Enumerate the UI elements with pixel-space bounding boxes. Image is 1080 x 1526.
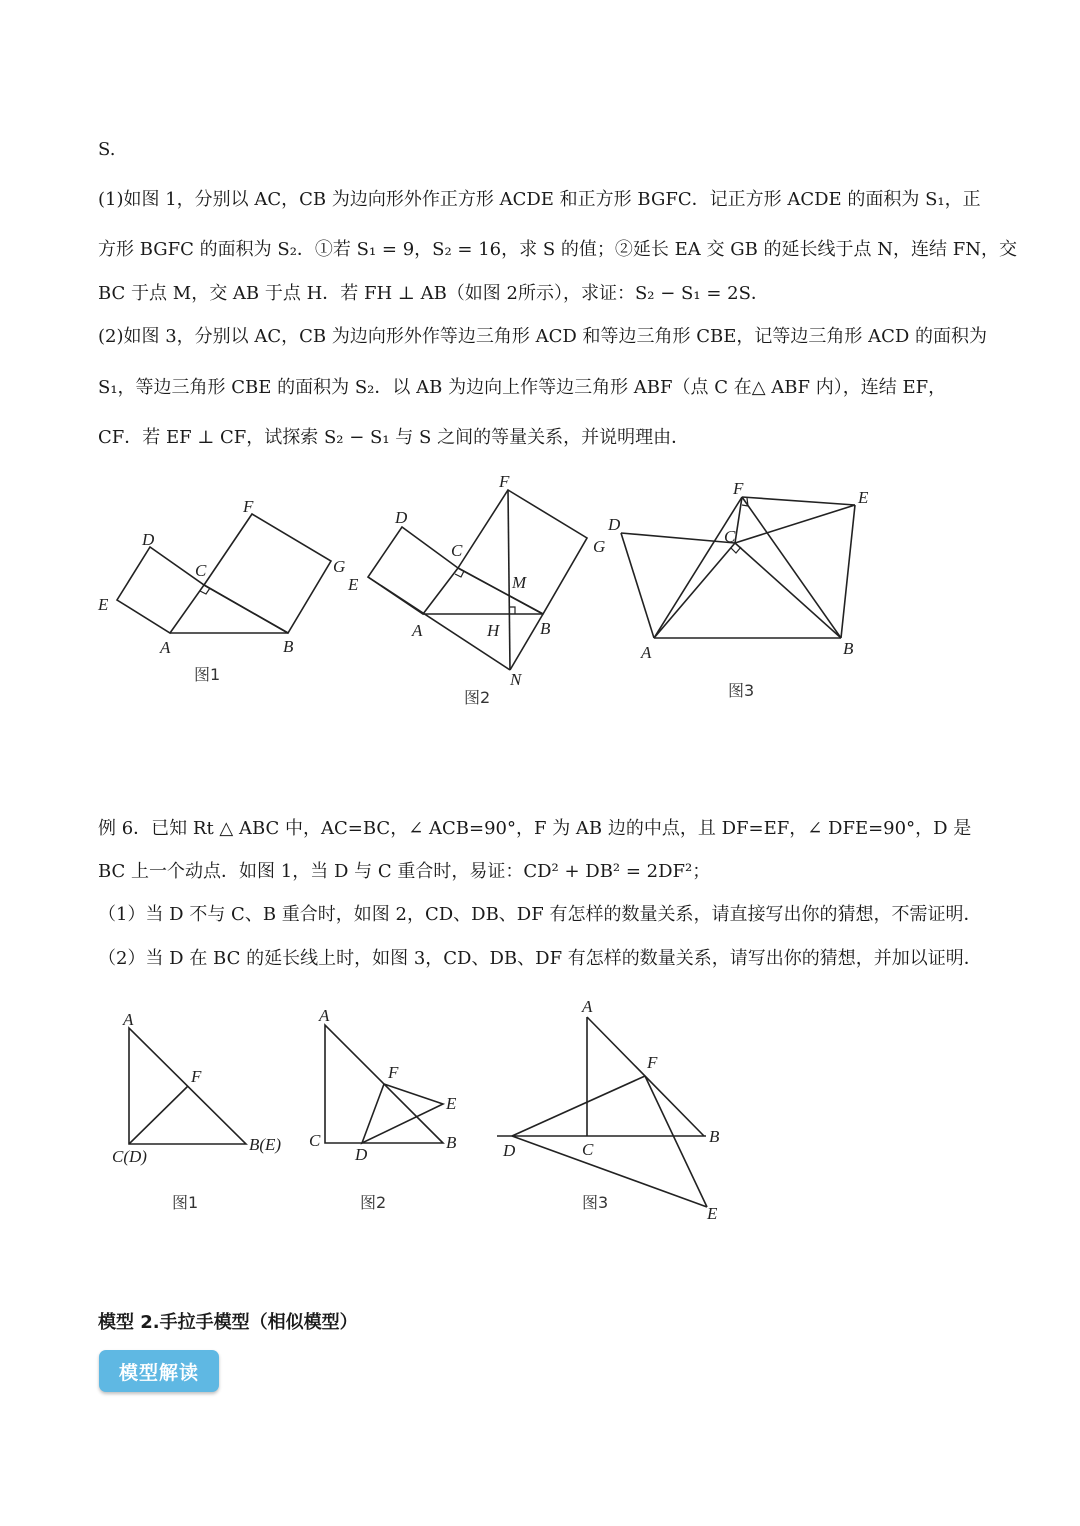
problem-line-6: CF．若 EF ⊥ CF，试探索 S₂ − S₁ 与 S 之间的等量关系，并说明理由． xyxy=(98,427,690,448)
fig3-right-angle-c xyxy=(731,547,741,553)
fig3-label-c: C xyxy=(724,527,736,546)
example6-line-4: （2）当 D 在 BC 的延长线上时，如图 3，CD、DB、DF 有怎样的数量关系，请写出你的猜想，并加以证明． xyxy=(98,948,982,969)
bfig3-label-a: A xyxy=(582,997,593,1016)
fig3-label-f: F xyxy=(733,479,744,498)
bfig2-label-d: D xyxy=(355,1145,368,1164)
problem-line-2: 方形 BGFC 的面积为 S₂．①若 S₁ = 9，S₂ = 16，求 S 的值；②延长 EA 交 GB 的延长线于点 N，连结 FN，交 xyxy=(98,239,1017,260)
bfig3-side-df xyxy=(512,1076,645,1136)
bfig2-label-c: C xyxy=(309,1131,321,1150)
fig2-label-d: D xyxy=(395,508,408,527)
fig3-caption: 图3 xyxy=(728,681,755,700)
bfig3-label-e: E xyxy=(707,1204,718,1223)
bfig2-caption: 图2 xyxy=(360,1193,387,1212)
fig1-label-b: B xyxy=(283,637,294,656)
bfig3-label-d: D xyxy=(503,1141,516,1160)
fig2-square-acde xyxy=(368,527,458,614)
bfig1-label-a: A xyxy=(123,1010,134,1029)
fig1-label-e: E xyxy=(98,595,109,614)
bfig1-line-cf xyxy=(129,1086,188,1144)
fig3-label-e: E xyxy=(858,488,869,507)
fig2-label-b: B xyxy=(540,619,551,638)
problem-line-3: BC 于点 M，交 AB 于点 H．若 FH ⊥ AB（如图 2所示），求证：S₂ − S₁ = 2S． xyxy=(98,283,769,304)
bfig1-label-be: B(E) xyxy=(249,1135,282,1154)
section-heading: 模型 2.手拉手模型（相似模型） xyxy=(98,1312,358,1333)
fig3-label-d: D xyxy=(608,515,621,534)
example6-line-2: BC 上一个动点．如图 1，当 D 与 C 重合时，易证：CD² + DB² = 2DF²； xyxy=(98,861,711,882)
model-interpretation-badge: 模型解读 xyxy=(99,1350,219,1392)
example6-line-3: （1）当 D 不与 C、B 重合时，如图 2，CD、DB、DF 有怎样的数量关系，请直接写出你的猜想，不需证明． xyxy=(98,904,982,925)
fig3-label-a: A xyxy=(641,643,652,662)
problem-line-0: S. xyxy=(98,139,116,160)
fig2-label-g: G xyxy=(593,537,606,556)
figures-b-svg xyxy=(0,990,1080,1230)
fig2-label-f: F xyxy=(499,472,510,491)
bfig2-triangle-dfe xyxy=(362,1084,443,1143)
fig3-side-eb xyxy=(841,505,855,638)
fig2-square-bgfc xyxy=(458,490,587,614)
fig1-square-bgfc xyxy=(204,514,331,633)
fig1-label-d: D xyxy=(142,530,155,549)
fig2-caption: 图2 xyxy=(464,688,491,707)
fig3-side-fe xyxy=(742,497,855,505)
bfig3-label-f: F xyxy=(647,1053,658,1072)
bfig3-caption: 图3 xyxy=(582,1193,609,1212)
fig1-label-a: A xyxy=(160,638,171,657)
fig1-caption: 图1 xyxy=(194,665,221,684)
fig1-side-cb xyxy=(204,585,288,633)
problem-line-1: (1)如图 1，分别以 AC，CB 为边向形外作正方形 ACDE 和正方形 BGFC．记正方形 ACDE 的面积为 S₁，正 xyxy=(98,189,981,210)
fig1-label-g: G xyxy=(333,557,346,576)
example6-line-1: 例 6．已知 Rt △ ABC 中，AC=BC，∠ ACB=90°，F 为 AB 边的中点，且 DF=EF，∠ DFE=90°，D 是 xyxy=(98,818,972,839)
fig2-right-angle-c xyxy=(455,571,464,577)
bfig2-label-b: B xyxy=(446,1133,457,1152)
fig2-label-h: H xyxy=(487,621,500,640)
fig3-side-ac xyxy=(654,543,735,638)
fig3-side-fb xyxy=(742,497,841,638)
fig3-side-cb xyxy=(735,543,841,638)
bfig3-label-b: B xyxy=(709,1127,720,1146)
fig2-label-e: E xyxy=(348,575,359,594)
fig1-square-acde xyxy=(117,547,204,633)
fig2-label-m: M xyxy=(512,573,527,592)
problem-line-4: (2)如图 3，分别以 AC，CB 为边向形外作等边三角形 ACD 和等边三角形 CBE，记等边三角形 ACD 的面积为 xyxy=(98,326,988,347)
fig1-label-f: F xyxy=(243,497,254,516)
bfig2-label-a: A xyxy=(319,1006,330,1025)
bfig1-caption: 图1 xyxy=(172,1193,199,1212)
bfig2-label-e: E xyxy=(446,1094,457,1113)
bfig1-label-cd: C(D) xyxy=(112,1147,147,1166)
bfig1-label-f: F xyxy=(191,1067,202,1086)
fig3-label-b: B xyxy=(843,639,854,658)
fig3-side-ce xyxy=(735,505,855,543)
bfig2-label-f: F xyxy=(388,1063,399,1082)
fig2-label-c: C xyxy=(451,541,463,560)
fig1-label-c: C xyxy=(195,561,207,580)
figures-row-b xyxy=(0,990,1080,1234)
fig2-label-n: N xyxy=(510,670,522,689)
fig2-line-bn xyxy=(510,614,543,670)
bfig3-label-c: C xyxy=(582,1140,594,1159)
figures-a-svg xyxy=(0,460,1080,720)
fig2-label-a: A xyxy=(412,621,423,640)
problem-line-5: S₁，等边三角形 CBE 的面积为 S₂．以 AB 为边向上作等边三角形 ABF（点 C 在△ ABF 内），连结 EF， xyxy=(98,377,947,398)
figures-row-a xyxy=(0,460,1080,724)
fig3-side-ad xyxy=(621,533,654,638)
fig3-side-af xyxy=(654,497,742,638)
fig2-line-fn xyxy=(508,490,510,670)
fig2-side-cb xyxy=(458,568,543,614)
